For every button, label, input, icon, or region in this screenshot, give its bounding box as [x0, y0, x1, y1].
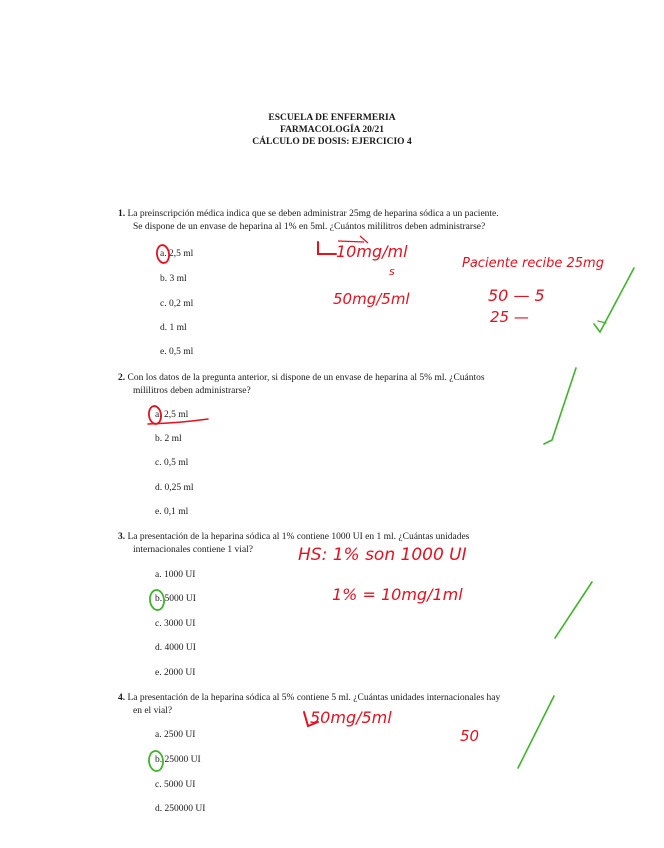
annotation-q3-units: HS: 1% son 1000 UI: [298, 545, 467, 565]
q2-option-d[interactable]: d. 0,25 ml: [155, 483, 194, 493]
q4-option-d[interactable]: d. 250000 UI: [155, 804, 206, 814]
q4-option-b[interactable]: b. 25000 UI: [155, 755, 201, 765]
question-number: 2.: [118, 373, 126, 383]
question-text: Con los datos de la pregunta anterior, si dispone de un envase de heparina al 5% ml. ¿Cuántos: [127, 373, 485, 383]
q1-option-a[interactable]: a. 2,5 ml: [160, 249, 194, 259]
annotation-q4-50: 50: [460, 727, 480, 745]
q3-option-e[interactable]: e. 2000 UI: [155, 668, 196, 678]
q1-option-d[interactable]: d. 1 ml: [160, 323, 187, 333]
q2-option-a[interactable]: a. 2,5 ml: [155, 410, 189, 420]
question-text-cont: internacionales contiene 1 vial?: [133, 545, 254, 555]
question-text-cont: en el vial?: [133, 706, 173, 716]
q1-option-c[interactable]: c. 0,2 ml: [160, 299, 194, 309]
q3-option-a[interactable]: a. 1000 UI: [155, 570, 196, 580]
q2-option-b[interactable]: b. 2 ml: [155, 434, 182, 444]
q3-option-c[interactable]: c. 3000 UI: [155, 619, 196, 629]
school-name: ESCUELA DE ENFERMERIA: [268, 113, 396, 123]
question-number: 3.: [118, 532, 126, 542]
annotation-q1-s: s: [389, 265, 395, 278]
annotation-q3-conversion: 1% = 10mg/1ml: [332, 585, 463, 604]
exercise-title: CÁLCULO DE DOSIS: EJERCICIO 4: [252, 137, 412, 147]
question-number: 1.: [118, 209, 126, 219]
annotation-q4-ratio: 50mg/5ml: [310, 708, 392, 727]
q1-option-e[interactable]: e. 0,5 ml: [160, 347, 194, 357]
question-text: La presentación de la heparina sódica al 1% contiene 1000 UI en 1 ml. ¿Cuántas unidades: [127, 532, 470, 542]
annotation-q1-rule-1: 50 — 5: [488, 286, 545, 305]
question-text: La presentación de la heparina sódica al 5% contiene 5 ml. ¿Cuántas unidades internacionales hay: [127, 693, 501, 703]
annotation-q1-concentration: 10mg/ml: [336, 242, 408, 261]
q4-option-a[interactable]: a. 2500 UI: [155, 730, 196, 740]
question-text: La preinscripción médica indica que se deben administrar 25mg de heparina sódica a un paciente.: [127, 209, 499, 219]
q4-option-c[interactable]: c. 5000 UI: [155, 780, 196, 790]
question-number: 4.: [118, 693, 126, 703]
annotation-q1-rule-2: 25 —: [490, 308, 529, 326]
q3-option-b[interactable]: b. 5000 UI: [155, 594, 196, 604]
q2-option-c[interactable]: c. 0,5 ml: [155, 458, 189, 468]
q2-option-e[interactable]: e. 0,1 ml: [155, 507, 189, 517]
question-text-cont: Se dispone de un envase de heparina al 1% en 5ml. ¿Cuántos mililitros deben administrarse?: [133, 222, 486, 232]
q3-option-d[interactable]: d. 4000 UI: [155, 643, 196, 653]
annotation-q1-patient: Paciente recibe 25mg: [462, 256, 604, 271]
question-text-cont: mililitros deben administrarse?: [133, 386, 251, 396]
course-name: FARMACOLOGÍA 20/21: [279, 125, 385, 135]
q1-option-b[interactable]: b. 3 ml: [160, 274, 187, 284]
annotation-q1-ratio: 50mg/5ml: [333, 290, 410, 308]
